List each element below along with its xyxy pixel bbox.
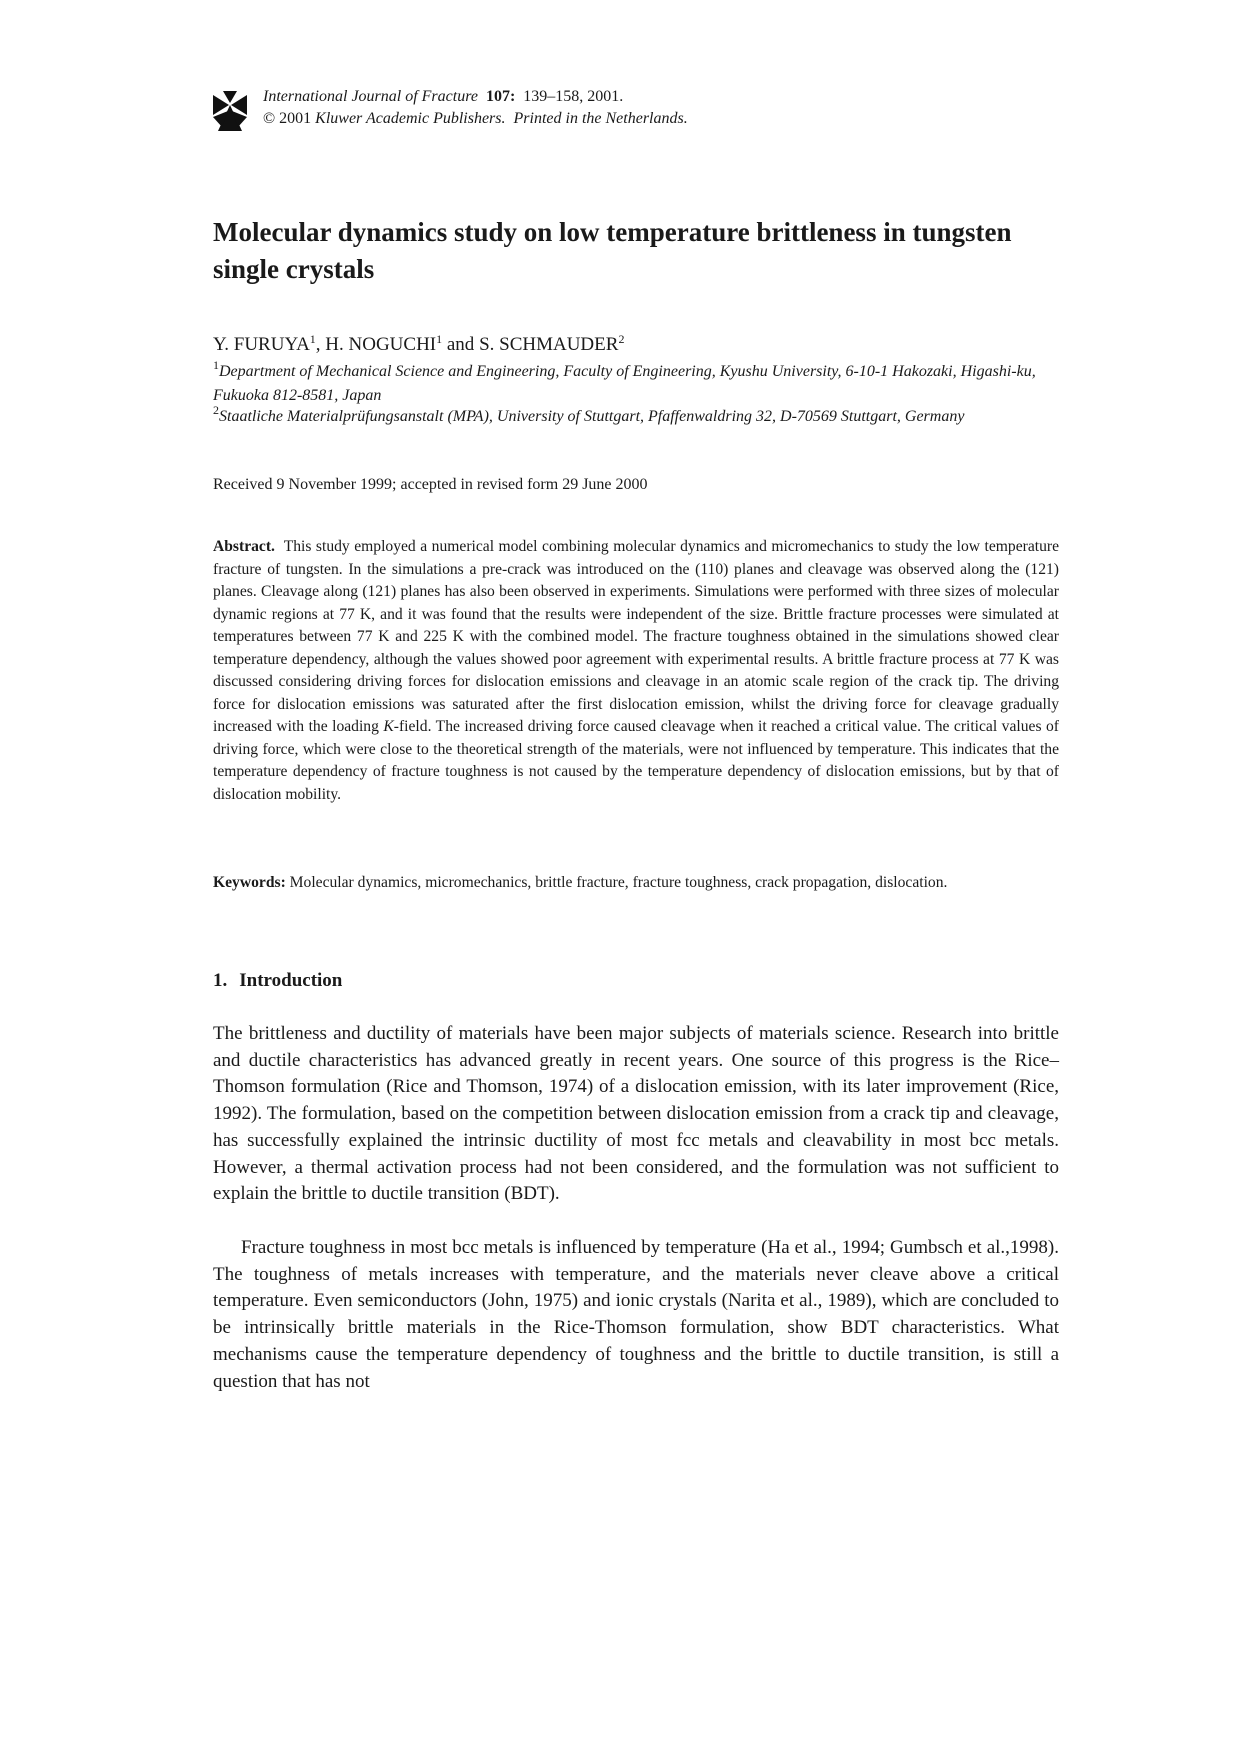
affiliation-text: Staatliche Materialprüfungsanstalt (MPA), University of Stuttgart, Pfaffenwaldring 32, D-70569 Stuttgart, Germany <box>219 408 965 425</box>
keywords <box>213 871 1059 894</box>
section-heading <box>213 969 342 993</box>
author-list <box>213 333 624 358</box>
affiliation-2 <box>213 405 1063 429</box>
affiliation-1 <box>213 360 1063 407</box>
author-name: Y. FURUYA <box>213 334 310 355</box>
section-number: 1. <box>213 970 228 991</box>
citation-line-1 <box>263 86 688 108</box>
author-separator: , <box>315 334 326 355</box>
body-paragraph-2: Fracture toughness in most bcc metals is influenced by temperature (Ha et al., 1994; Gumbsch et al.,1998). The toughness of metals increases with temperature, and the materials never cleave above a critical temperature. Even semiconductors (John, 1975) and ionic crystals (Narita et al., 1989), which are concluded to be intrinsically brittle materials in the Rice-Thomson formulation, show BDT characteristics. What mechanisms cause the temperature dependency of toughness and the brittle to ductile transition, is still a question that has not <box>213 1237 1059 1392</box>
paper-title: Molecular dynamics study on low temperature brittleness in tungsten single crystals <box>213 217 1012 284</box>
copyright-year: © 2001 <box>263 110 312 127</box>
journal-citation <box>263 86 688 130</box>
affiliation-text: Department of Mechanical Science and Engineering, Faculty of Engineering, Kyushu University, 6-10-1 Hakozaki, Higashi-ku, Fukuoka 812-8581, Japan <box>213 363 1036 404</box>
journal-name: International Journal of Fracture <box>263 88 478 105</box>
keywords-text: Molecular dynamics, micromechanics, brittle fracture, fracture toughness, crack propagation, dislocation. <box>289 874 948 891</box>
body-paragraph-1: The brittleness and ductility of materials have been major subjects of materials science. Research into brittle and ductile characteristics has advanced greatly in recent years. One source of this progress is the Rice–Thomson formulation (Rice and Thomson, 1974) of a dislocation emission, with its later improvement (Rice, 1992). The formulation, based on the competition between dislocation emission from a crack tip and cleavage, has successfully explained the intrinsic ductility of most fcc metals and cleavability in most bcc metals. However, a thermal activation process had not been considered, and the formulation was not sufficient to explain the brittle to ductile transition (BDT). <box>213 1023 1059 1205</box>
author-affiliation-mark: 2 <box>618 332 625 346</box>
journal-volume: 107: <box>485 88 516 105</box>
printed-location: Printed in the Netherlands. <box>513 110 688 127</box>
journal-pages-year: 139–158, 2001. <box>523 88 624 105</box>
publisher-name: Kluwer Academic Publishers. <box>315 110 506 127</box>
author-name: S. SCHMAUDER <box>479 334 619 355</box>
author-separator: and <box>442 334 480 355</box>
affiliation-mark: 2 <box>213 403 219 417</box>
author-name: H. NOGUCHI <box>325 334 437 355</box>
affiliation-mark: 1 <box>213 358 219 372</box>
author-affiliation-mark: 1 <box>436 332 443 346</box>
keywords-label: Keywords: <box>213 874 286 891</box>
abstract-text: This study employed a numerical model combining molecular dynamics and micromechanics to study the low temperature fracture of tungsten. In the simulations a pre-crack was introduced on the (110) planes and cleavage was observed along the (121) planes. Cleavage along (121) planes has also been observed in experiments. Simulations were performed with three sizes of molecular dynamic regions at 77 K, and it was found that the results were independent of the size. Brittle fracture processes were simulated at temperatures between 77 K and 225 K with the combined model. The fracture toughness obtained in the simulations showed clear temperature dependency, although the values showed poor agreement with experimental results. A brittle fracture process at 77 K was discussed considering driving forces for dislocation emissions and cleavage in an atomic scale region of the crack tip. The driving force for dislocation emissions was saturated after the first dislocation emission, whilst the driving force for cleavage gradually increased with the loading <box>213 538 1059 736</box>
citation-line-2 <box>263 108 688 130</box>
abstract-label: Abstract. <box>213 538 275 555</box>
abstract-text-continued: -field. The increased driving force caused cleavage when it reached a critical value. The critical values of driving force, which were close to the theoretical strength of the materials, were not influenced by temperature. This indicates that the temperature dependency of fracture toughness is not caused by the temperature dependency of dislocation emissions, but by that of dislocation mobility. <box>213 718 1059 804</box>
kluwer-logo-icon <box>213 91 247 131</box>
section-title: Introduction <box>239 970 343 991</box>
journal-masthead <box>213 86 1033 132</box>
author-affiliation-mark: 1 <box>309 332 316 346</box>
k-field-symbol: K <box>383 718 394 736</box>
abstract <box>213 536 1059 807</box>
received-dates: Received 9 November 1999; accepted in revised form 29 June 2000 <box>213 476 648 493</box>
